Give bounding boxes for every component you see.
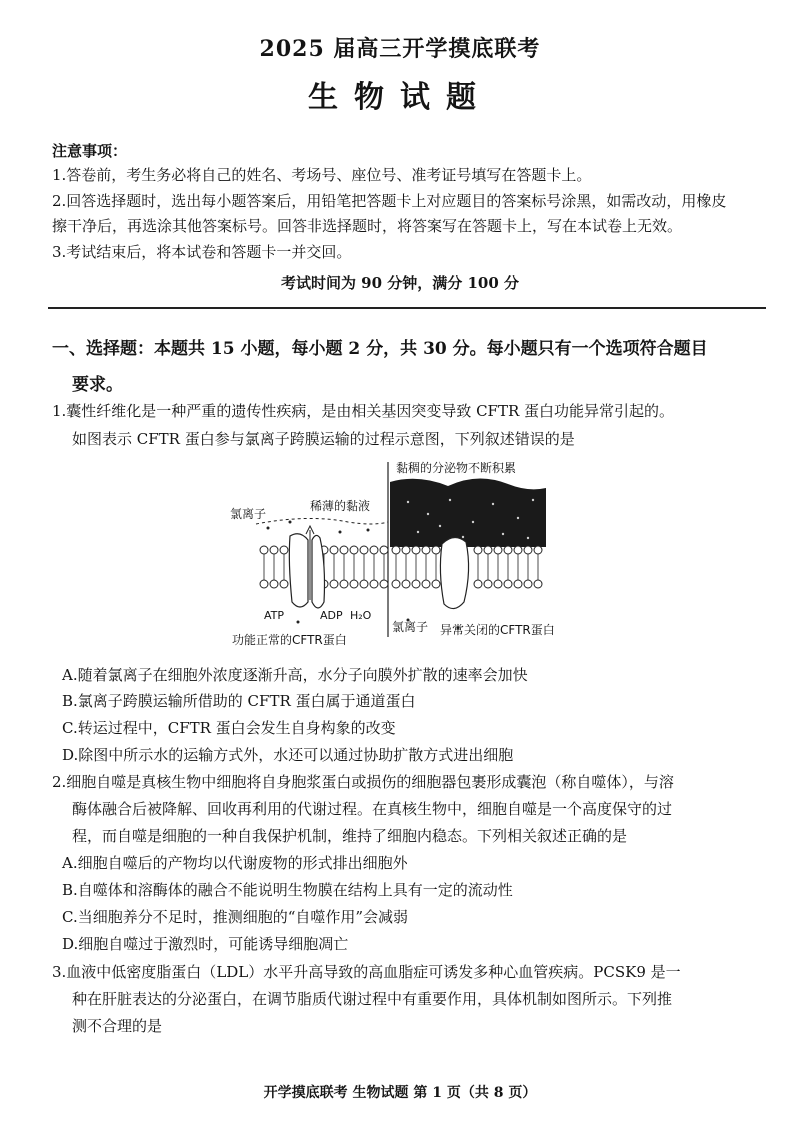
label-atp: ATP <box>264 609 285 622</box>
notice-line-2: 2.回答选择题时，选出每小题答案后，用铅笔把答题卡上对应题目的答案标号涂黑，如需改动，用橡皮 <box>52 192 727 210</box>
q3-stem-line-1: 3.血液中低密度脂蛋白（LDL）水平升高导致的高血脂症可诱发多种心血管疾病。PCSK9 是一 <box>52 963 681 981</box>
q2-stem-line-1: 2.细胞自噬是真核生物中细胞将自身胞浆蛋白或损伤的细胞器包裹形成囊泡（称自噬体），与溶 <box>52 773 674 791</box>
label-thin-mucus: 稀薄的黏液 <box>310 499 371 513</box>
notice-heading: 注意事项： <box>52 142 128 160</box>
q3-stem-line-2: 种在肝脏表达的分泌蛋白，在调节脂质代谢过程中有重要作用，具体机制如图所示。下列推 <box>72 990 673 1008</box>
q2-option-a: A.细胞自噬后的产物均以代谢废物的形式排出细胞外 <box>62 854 408 872</box>
thin-mucus-line <box>256 518 388 524</box>
cftr-diagram <box>228 452 588 657</box>
subject-title: 生物试题 <box>308 80 492 115</box>
q1-stem-line-1: 1.囊性纤维化是一种严重的遗传性疾病，是由相关基因突变导致 CFTR 蛋白功能异常引起的。 <box>52 402 675 420</box>
viscous-secretion-layer <box>390 478 546 547</box>
q2-option-d: D.细胞自噬过于激烈时，可能诱导细胞凋亡 <box>62 935 349 953</box>
q1-stem-line-2: 如图表示 CFTR 蛋白参与氯离子跨膜运输的过程示意图，下列叙述错误的是 <box>72 430 575 448</box>
notice-line-4: 3.考试结束后，将本试卷和答题卡一并交回。 <box>52 243 352 261</box>
label-closed-cftr: 异常关闭的CFTR蛋白 <box>440 623 555 637</box>
section-divider <box>48 307 766 309</box>
section-1-heading-cont: 要求。 <box>72 375 123 395</box>
exam-time-info: 考试时间为 90 分钟，满分 100 分 <box>280 274 520 292</box>
label-viscous-secretion: 黏稠的分泌物不断积累 <box>396 461 517 475</box>
q1-option-c: C.转运过程中，CFTR 蛋白会发生自身构象的改变 <box>62 719 396 737</box>
q1-option-a: A.随着氯离子在细胞外浓度逐渐升高，水分子向膜外扩散的速率会加快 <box>62 666 528 684</box>
section-1-heading: 一、选择题：本题共 15 小题，每小题 2 分，共 30 分。每小题只有一个选项符合题目 <box>52 339 708 359</box>
notice-line-3: 擦干净后，再选涂其他答案标号。回答非选择题时，将答案写在答题卡上，写在本试卷上无效。 <box>52 217 683 235</box>
label-adp: ADP <box>320 609 343 622</box>
normal-cftr-left-half <box>289 534 308 607</box>
label-normal-cftr: 功能正常的CFTR蛋白 <box>232 633 347 647</box>
q2-stem-line-2: 酶体融合后被降解、回收再利用的代谢过程。在真核生物中，细胞自噬是一个高度保守的过 <box>72 800 673 818</box>
q3-stem-line-3: 测不合理的是 <box>72 1017 163 1035</box>
label-chloride-right: 氯离子 <box>392 620 429 634</box>
q2-option-c: C.当细胞养分不足时，推测细胞的“自噬作用”会减弱 <box>62 908 409 926</box>
label-h2o: H₂O <box>350 609 372 622</box>
page-footer: 开学摸底联考 生物试题 第 1 页（共 8 页） <box>263 1085 537 1101</box>
q1-option-b: B.氯离子跨膜运输所借助的 CFTR 蛋白属于通道蛋白 <box>62 692 416 710</box>
cftr-diagram-svg <box>228 452 588 657</box>
q2-stem-line-3: 程，而自噬是细胞的一种自我保护机制，维持了细胞内稳态。下列相关叙述正确的是 <box>72 827 628 845</box>
label-chloride-left: 氯离子 <box>230 507 267 521</box>
closed-cftr-protein <box>440 537 468 608</box>
q1-option-d: D.除图中所示水的运输方式外，水还可以通过协助扩散方式进出细胞 <box>62 746 514 764</box>
q2-option-b: B.自噬体和溶酶体的融合不能说明生物膜在结构上具有一定的流动性 <box>62 881 513 899</box>
exam-title: 2025 届高三开学摸底联考 <box>259 36 541 62</box>
notice-line-1: 1.答卷前，考生务必将自己的姓名、考场号、座位号、准考证号填写在答题卡上。 <box>52 166 592 184</box>
